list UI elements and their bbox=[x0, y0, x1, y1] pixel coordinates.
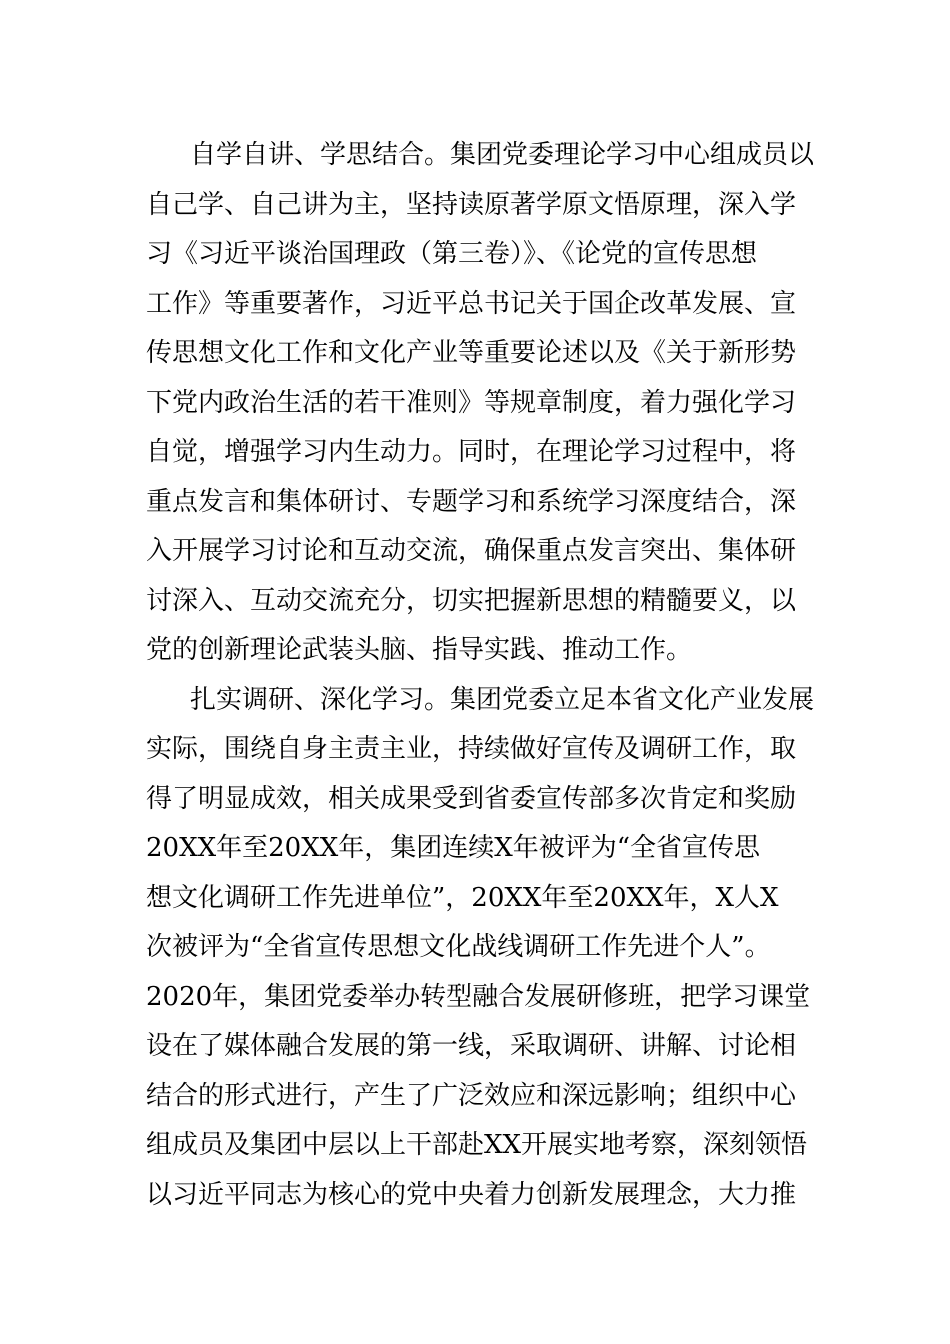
text-line-12: 扎实调研、深化学习。集团党委立足本省文化产业发展 bbox=[190, 684, 815, 715]
text-line-19: 设在了媒体融合发展的第一线，采取调研、讲解、讨论相 bbox=[146, 1031, 797, 1061]
text-line-15: 20XX年至20XX年，集团连续X年被评为“全省宣传思 bbox=[146, 833, 761, 863]
text-line-5: 传思想文化工作和文化产业等重要论述以及《关于新形势 bbox=[146, 338, 797, 368]
text-line-20: 结合的形式进行，产生了广泛效应和深远影响；组织中心 bbox=[146, 1080, 797, 1111]
text-line-1: 自学自讲、学思结合。集团党委理论学习中心组成员以 bbox=[190, 140, 815, 170]
text-line-17: 次被评为“全省宣传思想文化战线调研工作先进个人”。 bbox=[146, 932, 771, 962]
text-line-6: 下党内政治生活的若干准则》等规章制度，着力强化学习 bbox=[146, 387, 797, 418]
text-line-10: 讨深入、互动交流充分，切实把握新思想的精髓要义，以 bbox=[146, 585, 797, 616]
text-line-18: 2020年，集团党委举办转型融合发展研修班，把学习课堂 bbox=[146, 981, 811, 1012]
body-text bbox=[146, 131, 816, 1220]
text-line-3: 习《习近平谈治国理政（第三卷）》、《论党的宣传思想 bbox=[146, 239, 758, 269]
text-line-16: 想文化调研工作先进单位”，20XX年至20XX年，X人X bbox=[146, 882, 779, 913]
text-line-8: 重点发言和集体研讨、专题学习和系统学习深度结合，深 bbox=[146, 486, 797, 517]
text-line-14: 得了明显成效，相关成果受到省委宣传部多次肯定和奖励 bbox=[146, 783, 797, 814]
text-line-9: 入开展学习讨论和互动交流，确保重点发言突出、集体研 bbox=[146, 536, 797, 566]
text-line-21: 组成员及集团中层以上干部赴XX开展实地考察，深刻领悟 bbox=[146, 1130, 808, 1160]
text-line-4: 工作》等重要著作，习近平总书记关于国企改革发展、宣 bbox=[146, 288, 797, 319]
text-line-13: 实际，围绕自身主责主业，持续做好宣传及调研工作，取 bbox=[146, 734, 797, 764]
text-line-22: 以习近平同志为核心的党中央着力创新发展理念，大力推 bbox=[146, 1179, 797, 1210]
text-line-11: 党的创新理论武装头脑、指导实践、推动工作。 bbox=[146, 635, 693, 665]
text-line-7: 自觉，增强学习内生动力。同时，在理论学习过程中，将 bbox=[146, 437, 797, 467]
text-line-2: 自己学、自己讲为主，坚持读原著学原文悟原理，深入学 bbox=[146, 189, 797, 220]
